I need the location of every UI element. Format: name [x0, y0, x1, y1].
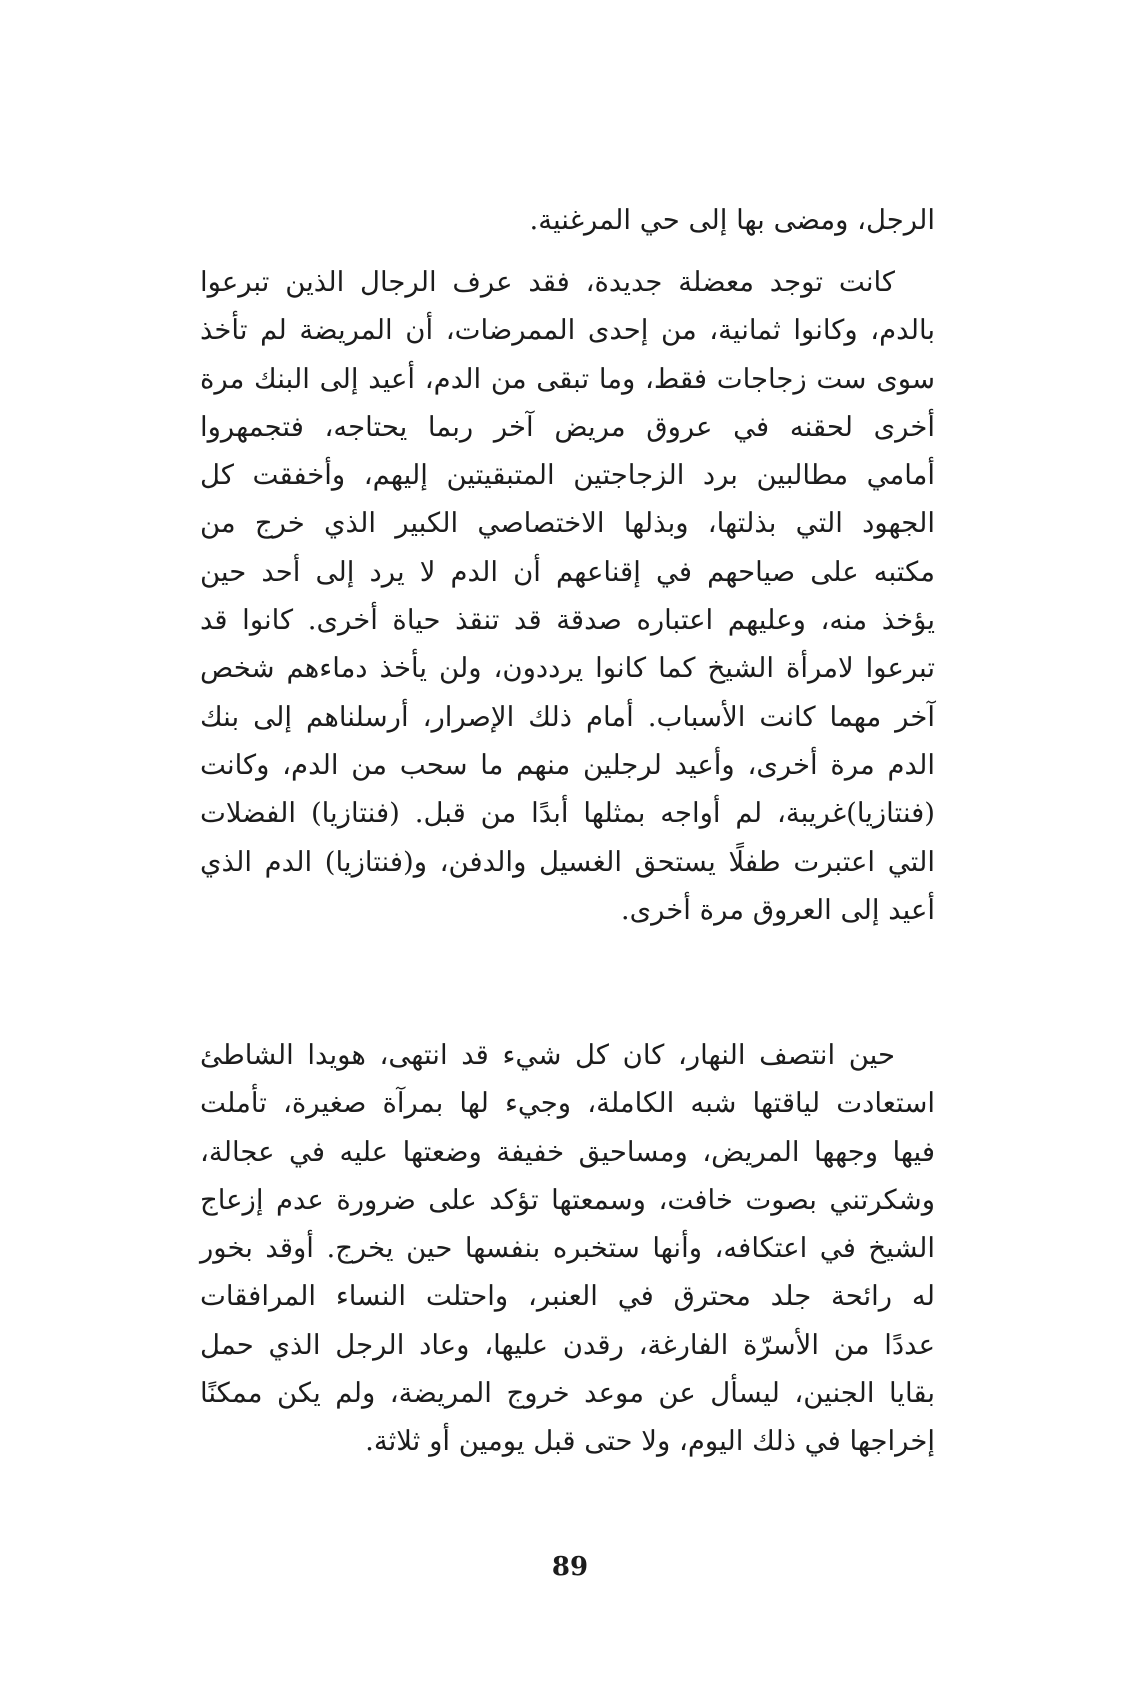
- text-line: آخر مهما كانت الأسباب. أمام ذلك الإصرار، أرسلناهم إلى بنك: [200, 700, 935, 733]
- page-number: 89: [551, 1552, 589, 1582]
- text-line: يؤخذ منه، وعليهم اعتباره صدقة قد تنقذ حياة أخرى. كانوا قد: [200, 604, 935, 637]
- text-line: وشكرتني بصوت خافت، وسمعتها تؤكد على ضرورة عدم إزعاج: [200, 1183, 935, 1216]
- paragraph-blood-donors: [200, 258, 935, 934]
- paragraph-midday: [200, 1031, 935, 1466]
- text-line: أعيد إلى العروق مرة أخرى.: [620, 893, 935, 926]
- text-line: كانت توجد معضلة جديدة، فقد عرف الرجال الذين تبرعوا: [200, 266, 895, 298]
- text-line: بقايا الجنين، ليسأل عن موعد خروج المريضة، ولم يكن ممكنًا: [200, 1377, 935, 1410]
- text-line: فيها وجهها المريض، ومساحيق خفيفة وضعتها عليه في عجالة،: [200, 1135, 935, 1168]
- text-line: إخراجها في ذلك اليوم، ولا حتى قبل يومين أو ثلاثة.: [365, 1425, 935, 1458]
- text-line: أمامي مطالبين برد الزجاجتين المتبقيتين إليهم، وأخفقت كل: [200, 459, 935, 492]
- text-line: له رائحة جلد محترق في العنبر، واحتلت النساء المرافقات: [200, 1280, 935, 1313]
- text-line: بالدم، وكانوا ثمانية، من إحدى الممرضات، أن المريضة لم تأخذ: [200, 314, 935, 347]
- text-line: الجهود التي بذلتها، وبذلها الاختصاصي الكبير الذي خرج من: [200, 507, 935, 540]
- text-line: (فنتازيا)غريبة، لم أواجه بمثلها أبدًا من قبل. (فنتازيا) الفضلات: [200, 797, 935, 830]
- text-line: استعادت لياقتها شبه الكاملة، وجيء لها بمرآة صغيرة، تأملت: [200, 1087, 935, 1120]
- text-line: أخرى لحقنه في عروق مريض آخر ربما يحتاجه، فتجمهروا: [200, 410, 935, 443]
- paragraph-continuation: [200, 196, 935, 244]
- text-line: الرجل، ومضى بها إلى حي المرغنية.: [529, 204, 935, 236]
- text-line: الشيخ في اعتكافه، وأنها ستخبره بنفسها حين يخرج. أوقد بخور: [200, 1232, 935, 1265]
- text-line: حين انتصف النهار، كان كل شيء قد انتهى، هويدا الشاطئ: [200, 1039, 895, 1071]
- text-line: تبرعوا لامرأة الشيخ كما كانوا يرددون، ولن يأخذ دماءهم شخص: [200, 652, 935, 685]
- text-line: التي اعتبرت طفلًا يستحق الغسيل والدفن، و(فنتازيا) الدم الذي: [200, 845, 935, 878]
- text-line: الدم مرة أخرى، وأعيد لرجلين منهم ما سحب من الدم، وكانت: [200, 748, 935, 781]
- text-line: مكتبه على صياحهم في إقناعهم أن الدم لا يرد إلى أحد حين: [200, 555, 935, 588]
- text-line: سوى ست زجاجات فقط، وما تبقى من الدم، أعيد إلى البنك مرة: [200, 362, 935, 395]
- text-line: عددًا من الأسرّة الفارغة، رقدن عليها، وعاد الرجل الذي حمل: [200, 1328, 935, 1361]
